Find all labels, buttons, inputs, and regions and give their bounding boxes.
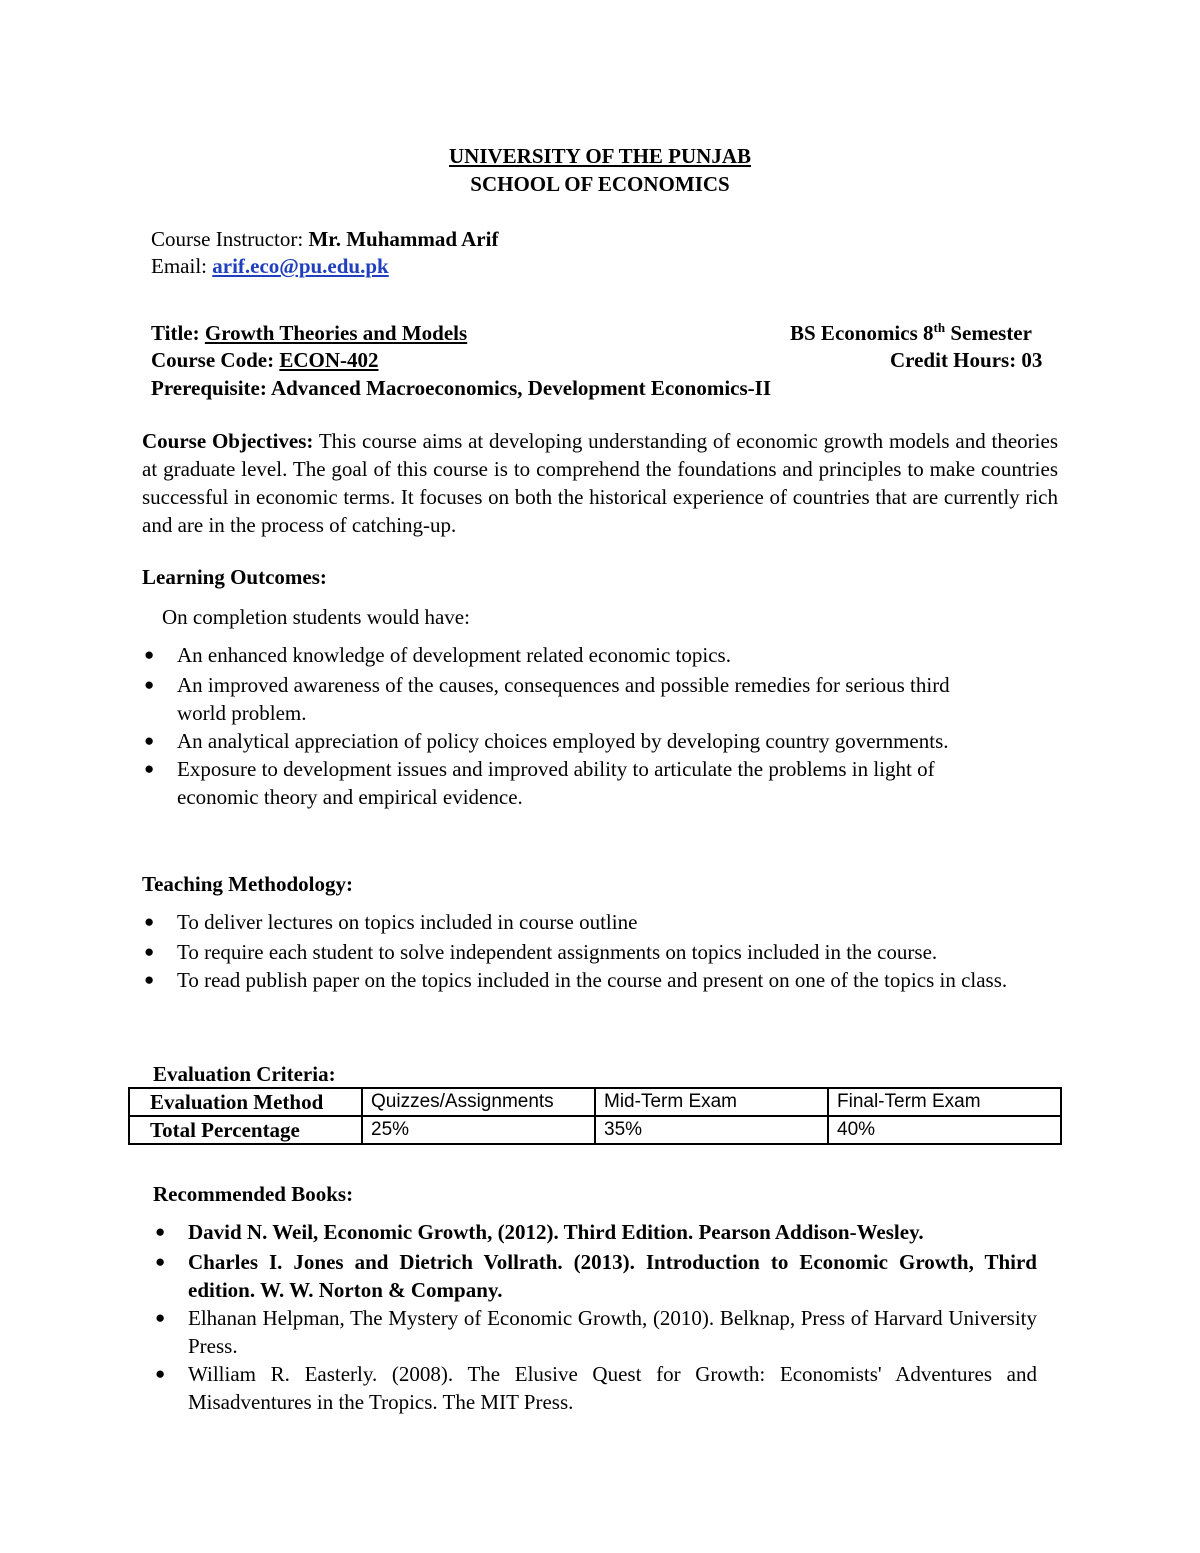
learning-outcomes-intro: On completion students would have: (162, 605, 470, 629)
bullet-icon: ● (144, 942, 155, 961)
list-item: ● To deliver lectures on topics included in course outline (144, 910, 638, 934)
list-item: ● David N. Weil, Economic Growth, (2012). Third Edition. Pearson Addison-Wesley. (155, 1220, 924, 1244)
table-cell: 25% (362, 1116, 595, 1144)
list-item: ● An enhanced knowledge of development related economic topics. (144, 643, 731, 667)
email-link[interactable]: arif.eco@pu.edu.pk (212, 254, 389, 278)
program-semester: BS Economics 8th Semester (790, 320, 1032, 345)
credit-hours: Credit Hours: 03 (890, 348, 1043, 372)
list-item: ● William R. Easterly. (2008). The Elusive Quest for Growth: Economists' Adventures and Misadventures in the Tropics. The MIT Press. (155, 1362, 1037, 1414)
bullet-icon: ● (144, 645, 155, 664)
books-list (153, 1218, 1037, 1416)
objectives-text: This course aims at developing understanding of economic growth models and theories at graduate level. The goal of this course is to comprehend the foundations and principles to make countries successful in economic terms. It focuses on both the historical experience of countries that are currently rich and are in the process of catching-up. (142, 429, 1059, 537)
bullet-icon: ● (155, 1364, 166, 1383)
bullet-icon: ● (144, 759, 155, 778)
bullet-icon: ● (144, 912, 155, 931)
bullet-icon: ● (144, 675, 155, 694)
list-item: ● An analytical appreciation of policy choices employed by developing country governments. (144, 729, 949, 753)
books-heading: Recommended Books: (153, 1182, 354, 1206)
list-item: ● To read publish paper on the topics included in the course and present on one of the topics in class. (144, 968, 1008, 992)
table-cell: Quizzes/Assignments (362, 1088, 595, 1116)
bullet-icon: ● (155, 1222, 166, 1241)
list-item: ● Charles I. Jones and Dietrich Vollrath. (2013). Introduction to Economic Growth, Third edition. W. W. Norton & Company. (155, 1250, 1037, 1302)
evaluation-heading: Evaluation Criteria: (153, 1062, 336, 1086)
table-cell: Mid-Term Exam (595, 1088, 828, 1116)
table-cell: 35% (595, 1116, 828, 1144)
course-title: Growth Theories and Models (204, 321, 468, 345)
instructor-line (151, 225, 498, 253)
course-title-line (151, 319, 467, 347)
table-cell: Evaluation Method (129, 1088, 362, 1116)
school-title: SCHOOL OF ECONOMICS (470, 172, 730, 196)
bullet-icon: ● (144, 731, 155, 750)
university-title: UNIVERSITY OF THE PUNJAB (448, 144, 752, 168)
course-code-line (151, 346, 379, 374)
course-code-label: Course Code: (151, 348, 280, 372)
bullet-icon: ● (155, 1252, 166, 1271)
list-item: ● Elhanan Helpman, The Mystery of Economic Growth, (2010). Belknap, Press of Harvard University Press. (155, 1306, 1037, 1358)
objectives-label: Course Objectives: (142, 429, 314, 453)
teaching-list (142, 908, 1036, 994)
evaluation-table (128, 1087, 1062, 1145)
teaching-heading: Teaching Methodology: (142, 872, 353, 896)
table-row (129, 1116, 1061, 1144)
list-item: ● An improved awareness of the causes, consequences and possible remedies for serious third world problem. (144, 673, 950, 725)
instructor-label: Course Instructor: (151, 227, 309, 251)
instructor-name: Mr. Muhammad Arif (308, 227, 499, 251)
learning-outcomes-heading: Learning Outcomes: (142, 565, 327, 589)
prerequisite: Prerequisite: Advanced Macroeconomics, Development Economics-II (151, 376, 771, 400)
course-title-label: Title: (151, 321, 205, 345)
table-cell: Total Percentage (129, 1116, 362, 1144)
course-code: ECON-402 (279, 348, 379, 372)
email-label: Email: (151, 254, 213, 278)
table-cell: Final-Term Exam (828, 1088, 1061, 1116)
learning-outcomes-list (142, 641, 972, 811)
list-item: ● To require each student to solve independent assignments on topics included in the course. (144, 940, 938, 964)
course-objectives (142, 427, 1058, 539)
list-item: ● Exposure to development issues and improved ability to articulate the problems in light of economic theory and empirical evidence. (144, 757, 935, 809)
bullet-icon: ● (155, 1308, 166, 1327)
email-line (151, 252, 389, 280)
table-row (129, 1088, 1061, 1116)
bullet-icon: ● (144, 970, 155, 989)
table-cell: 40% (828, 1116, 1061, 1144)
